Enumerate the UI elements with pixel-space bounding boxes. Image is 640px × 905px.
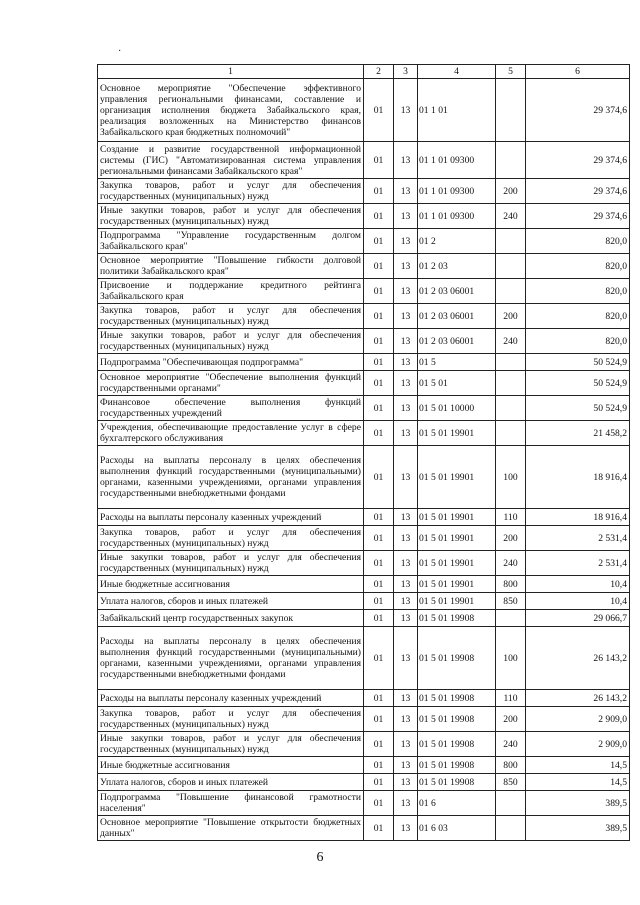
header-cell: 5: [496, 65, 526, 79]
section-code-cell: 01: [364, 204, 394, 229]
section-code-cell: 01: [364, 690, 394, 707]
subsection-code-cell: 13: [394, 707, 418, 732]
target-article-cell: 01 2: [418, 229, 496, 254]
header-cell: 1: [98, 65, 364, 79]
row-name-cell: Забайкальский центр государственных закупок: [98, 610, 364, 627]
subsection-code-cell: 13: [394, 179, 418, 204]
amount-cell: 2 531,4: [526, 551, 630, 576]
subsection-code-cell: 13: [394, 446, 418, 509]
row-name-cell: Закупка товаров, работ и услуг для обеспечения государственных (муниципальных) нужд: [98, 707, 364, 732]
table-row: [98, 446, 630, 509]
expense-type-cell: 200: [496, 707, 526, 732]
target-article-cell: 01 1 01: [418, 79, 496, 142]
table-row: [98, 304, 630, 329]
expense-type-cell: 240: [496, 551, 526, 576]
amount-cell: 29 374,6: [526, 179, 630, 204]
target-article-cell: 01 5 01 19908: [418, 627, 496, 690]
target-article-cell: 01 6: [418, 791, 496, 816]
amount-cell: 389,5: [526, 791, 630, 816]
expense-type-cell: 850: [496, 774, 526, 791]
table-row: [98, 576, 630, 593]
expense-type-cell: [496, 791, 526, 816]
margin-mark: ·: [118, 46, 122, 57]
target-article-cell: 01 5 01 19901: [418, 593, 496, 610]
header-cell: 2: [364, 65, 394, 79]
amount-cell: 14,5: [526, 774, 630, 791]
subsection-code-cell: 13: [394, 627, 418, 690]
table-row: [98, 204, 630, 229]
amount-cell: 50 524,9: [526, 354, 630, 371]
table-row: [98, 732, 630, 757]
expense-type-cell: [496, 396, 526, 421]
expense-type-cell: [496, 279, 526, 304]
section-code-cell: 01: [364, 576, 394, 593]
subsection-code-cell: 13: [394, 551, 418, 576]
row-name-cell: Иные бюджетные ассигнования: [98, 576, 364, 593]
row-name-cell: Расходы на выплаты персоналу в целях обеспечения выполнения функций государственными (муниципальными) органами, казенными учреждениями, органами управления государственными внебюджетными фондами: [98, 446, 364, 509]
subsection-code-cell: 13: [394, 279, 418, 304]
expense-type-cell: 200: [496, 526, 526, 551]
expense-type-cell: 800: [496, 576, 526, 593]
amount-cell: 29 066,7: [526, 610, 630, 627]
target-article-cell: 01 1 01 09300: [418, 204, 496, 229]
target-article-cell: 01 5 01 19908: [418, 610, 496, 627]
amount-cell: 820,0: [526, 229, 630, 254]
section-code-cell: 01: [364, 526, 394, 551]
section-code-cell: 01: [364, 593, 394, 610]
table-row: [98, 707, 630, 732]
subsection-code-cell: 13: [394, 371, 418, 396]
section-code-cell: 01: [364, 551, 394, 576]
page-number: 6: [316, 850, 324, 865]
amount-cell: 26 143,2: [526, 627, 630, 690]
target-article-cell: 01 5 01 10000: [418, 396, 496, 421]
expense-type-cell: 200: [496, 179, 526, 204]
section-code-cell: 01: [364, 732, 394, 757]
table-row: [98, 509, 630, 526]
amount-cell: 10,4: [526, 593, 630, 610]
subsection-code-cell: 13: [394, 610, 418, 627]
row-name-cell: Финансовое обеспечение выполнения функций государственных учреждений: [98, 396, 364, 421]
section-code-cell: 01: [364, 229, 394, 254]
section-code-cell: 01: [364, 279, 394, 304]
expense-type-cell: [496, 142, 526, 179]
subsection-code-cell: 13: [394, 421, 418, 446]
subsection-code-cell: 13: [394, 354, 418, 371]
expense-type-cell: 200: [496, 304, 526, 329]
target-article-cell: 01 5 01 19901: [418, 509, 496, 526]
table-row: [98, 229, 630, 254]
amount-cell: 2 909,0: [526, 732, 630, 757]
expense-type-cell: [496, 354, 526, 371]
amount-cell: 10,4: [526, 576, 630, 593]
target-article-cell: 01 2 03 06001: [418, 304, 496, 329]
table-row: [98, 791, 630, 816]
expense-type-cell: 100: [496, 627, 526, 690]
table-row: [98, 816, 630, 841]
subsection-code-cell: 13: [394, 757, 418, 774]
target-article-cell: 01 5 01 19908: [418, 707, 496, 732]
table-row: [98, 627, 630, 690]
section-code-cell: 01: [364, 354, 394, 371]
row-name-cell: Подпрограмма "Обеспечивающая подпрограмма": [98, 354, 364, 371]
target-article-cell: 01 5 01 19908: [418, 774, 496, 791]
section-code-cell: 01: [364, 329, 394, 354]
budget-table: [97, 64, 630, 841]
subsection-code-cell: 13: [394, 816, 418, 841]
row-name-cell: Расходы на выплаты персоналу в целях обеспечения выполнения функций государственными (муниципальными) органами, казенными учреждениями, органами управления государственными внебюджетными фондами: [98, 627, 364, 690]
section-code-cell: 01: [364, 446, 394, 509]
amount-cell: 29 374,6: [526, 204, 630, 229]
row-name-cell: Закупка товаров, работ и услуг для обеспечения государственных (муниципальных) нужд: [98, 179, 364, 204]
row-name-cell: Расходы на выплаты персоналу казенных учреждений: [98, 690, 364, 707]
row-name-cell: Иные закупки товаров, работ и услуг для обеспечения государственных (муниципальных) нужд: [98, 551, 364, 576]
subsection-code-cell: 13: [394, 204, 418, 229]
section-code-cell: 01: [364, 509, 394, 526]
amount-cell: 820,0: [526, 329, 630, 354]
target-article-cell: 01 2 03 06001: [418, 329, 496, 354]
amount-cell: 29 374,6: [526, 142, 630, 179]
table-row: [98, 757, 630, 774]
header-cell: 4: [418, 65, 496, 79]
row-name-cell: Основное мероприятие "Обеспечение выполнения функций государственными органами": [98, 371, 364, 396]
section-code-cell: 01: [364, 757, 394, 774]
expense-type-cell: 240: [496, 329, 526, 354]
row-name-cell: Уплата налогов, сборов и иных платежей: [98, 593, 364, 610]
amount-cell: 18 916,4: [526, 509, 630, 526]
subsection-code-cell: 13: [394, 142, 418, 179]
amount-cell: 389,5: [526, 816, 630, 841]
table-row: [98, 279, 630, 304]
subsection-code-cell: 13: [394, 229, 418, 254]
row-name-cell: Создание и развитие государственной информационной системы (ГИС) "Автоматизированная система управления региональными финансами Забайкальского края": [98, 142, 364, 179]
subsection-code-cell: 13: [394, 79, 418, 142]
target-article-cell: 01 5: [418, 354, 496, 371]
section-code-cell: 01: [364, 79, 394, 142]
target-article-cell: 01 2 03: [418, 254, 496, 279]
subsection-code-cell: 13: [394, 329, 418, 354]
subsection-code-cell: 13: [394, 304, 418, 329]
table-row: [98, 593, 630, 610]
header-cell: 3: [394, 65, 418, 79]
table-header-row: [98, 65, 630, 79]
amount-cell: 820,0: [526, 279, 630, 304]
target-article-cell: 01 5 01 19901: [418, 421, 496, 446]
amount-cell: 50 524,9: [526, 396, 630, 421]
row-name-cell: Уплата налогов, сборов и иных платежей: [98, 774, 364, 791]
target-article-cell: 01 5 01: [418, 371, 496, 396]
expense-type-cell: [496, 229, 526, 254]
subsection-code-cell: 13: [394, 526, 418, 551]
amount-cell: 29 374,6: [526, 79, 630, 142]
expense-type-cell: [496, 254, 526, 279]
subsection-code-cell: 13: [394, 593, 418, 610]
subsection-code-cell: 13: [394, 732, 418, 757]
table-row: [98, 774, 630, 791]
subsection-code-cell: 13: [394, 774, 418, 791]
subsection-code-cell: 13: [394, 254, 418, 279]
row-name-cell: Закупка товаров, работ и услуг для обеспечения государственных (муниципальных) нужд: [98, 304, 364, 329]
section-code-cell: 01: [364, 179, 394, 204]
row-name-cell: Иные закупки товаров, работ и услуг для обеспечения государственных (муниципальных) нужд: [98, 732, 364, 757]
amount-cell: 2 909,0: [526, 707, 630, 732]
table-row: [98, 610, 630, 627]
table-row: [98, 690, 630, 707]
table-row: [98, 142, 630, 179]
section-code-cell: 01: [364, 627, 394, 690]
table-row: [98, 79, 630, 142]
section-code-cell: 01: [364, 774, 394, 791]
expense-type-cell: 240: [496, 732, 526, 757]
amount-cell: 21 458,2: [526, 421, 630, 446]
row-name-cell: Присвоение и поддержание кредитного рейтинга Забайкальского края: [98, 279, 364, 304]
target-article-cell: 01 5 01 19901: [418, 446, 496, 509]
subsection-code-cell: 13: [394, 396, 418, 421]
amount-cell: 26 143,2: [526, 690, 630, 707]
table-row: [98, 329, 630, 354]
row-name-cell: Основное мероприятие "Повышение открытости бюджетных данных": [98, 816, 364, 841]
expense-type-cell: 850: [496, 593, 526, 610]
subsection-code-cell: 13: [394, 576, 418, 593]
section-code-cell: 01: [364, 396, 394, 421]
amount-cell: 18 916,4: [526, 446, 630, 509]
expense-type-cell: [496, 371, 526, 396]
table-row: [98, 254, 630, 279]
row-name-cell: Иные закупки товаров, работ и услуг для обеспечения государственных (муниципальных) нужд: [98, 329, 364, 354]
subsection-code-cell: 13: [394, 791, 418, 816]
expense-type-cell: 240: [496, 204, 526, 229]
section-code-cell: 01: [364, 610, 394, 627]
section-code-cell: 01: [364, 791, 394, 816]
expense-type-cell: [496, 816, 526, 841]
table-row: [98, 421, 630, 446]
expense-type-cell: 110: [496, 690, 526, 707]
target-article-cell: 01 6 03: [418, 816, 496, 841]
header-cell: 6: [526, 65, 630, 79]
expense-type-cell: 800: [496, 757, 526, 774]
section-code-cell: 01: [364, 304, 394, 329]
row-name-cell: Иные бюджетные ассигнования: [98, 757, 364, 774]
table-row: [98, 551, 630, 576]
subsection-code-cell: 13: [394, 509, 418, 526]
row-name-cell: Иные закупки товаров, работ и услуг для обеспечения государственных (муниципальных) нужд: [98, 204, 364, 229]
expense-type-cell: [496, 421, 526, 446]
table-row: [98, 354, 630, 371]
row-name-cell: Подпрограмма "Управление государственным долгом Забайкальского края": [98, 229, 364, 254]
amount-cell: 14,5: [526, 757, 630, 774]
table-row: [98, 179, 630, 204]
target-article-cell: 01 1 01 09300: [418, 142, 496, 179]
row-name-cell: Расходы на выплаты персоналу казенных учреждений: [98, 509, 364, 526]
section-code-cell: 01: [364, 142, 394, 179]
row-name-cell: Основное мероприятие "Повышение гибкости долговой политики Забайкальского края": [98, 254, 364, 279]
target-article-cell: 01 5 01 19901: [418, 551, 496, 576]
section-code-cell: 01: [364, 707, 394, 732]
expense-type-cell: 110: [496, 509, 526, 526]
target-article-cell: 01 5 01 19901: [418, 526, 496, 551]
target-article-cell: 01 5 01 19901: [418, 576, 496, 593]
row-name-cell: Подпрограмма "Повышение финансовой грамотности населения": [98, 791, 364, 816]
row-name-cell: Закупка товаров, работ и услуг для обеспечения государственных (муниципальных) нужд: [98, 526, 364, 551]
expense-type-cell: 100: [496, 446, 526, 509]
row-name-cell: Основное мероприятие "Обеспечение эффективного управления региональными финансами, составление и организация исполнения бюджета Забайкальского края, реализация возложенных на Министерство финансов Забайкальского края бюджетных полномочий": [98, 79, 364, 142]
section-code-cell: 01: [364, 371, 394, 396]
amount-cell: 820,0: [526, 254, 630, 279]
expense-type-cell: [496, 79, 526, 142]
table-row: [98, 396, 630, 421]
row-name-cell: Учреждения, обеспечивающие предоставление услуг в сфере бухгалтерского обслуживания: [98, 421, 364, 446]
subsection-code-cell: 13: [394, 690, 418, 707]
expense-type-cell: [496, 610, 526, 627]
amount-cell: 820,0: [526, 304, 630, 329]
target-article-cell: 01 5 01 19908: [418, 732, 496, 757]
target-article-cell: 01 5 01 19908: [418, 690, 496, 707]
table-row: [98, 526, 630, 551]
section-code-cell: 01: [364, 816, 394, 841]
target-article-cell: 01 1 01 09300: [418, 179, 496, 204]
target-article-cell: 01 5 01 19908: [418, 757, 496, 774]
amount-cell: 2 531,4: [526, 526, 630, 551]
section-code-cell: 01: [364, 254, 394, 279]
section-code-cell: 01: [364, 421, 394, 446]
table-row: [98, 371, 630, 396]
target-article-cell: 01 2 03 06001: [418, 279, 496, 304]
amount-cell: 50 524,9: [526, 371, 630, 396]
